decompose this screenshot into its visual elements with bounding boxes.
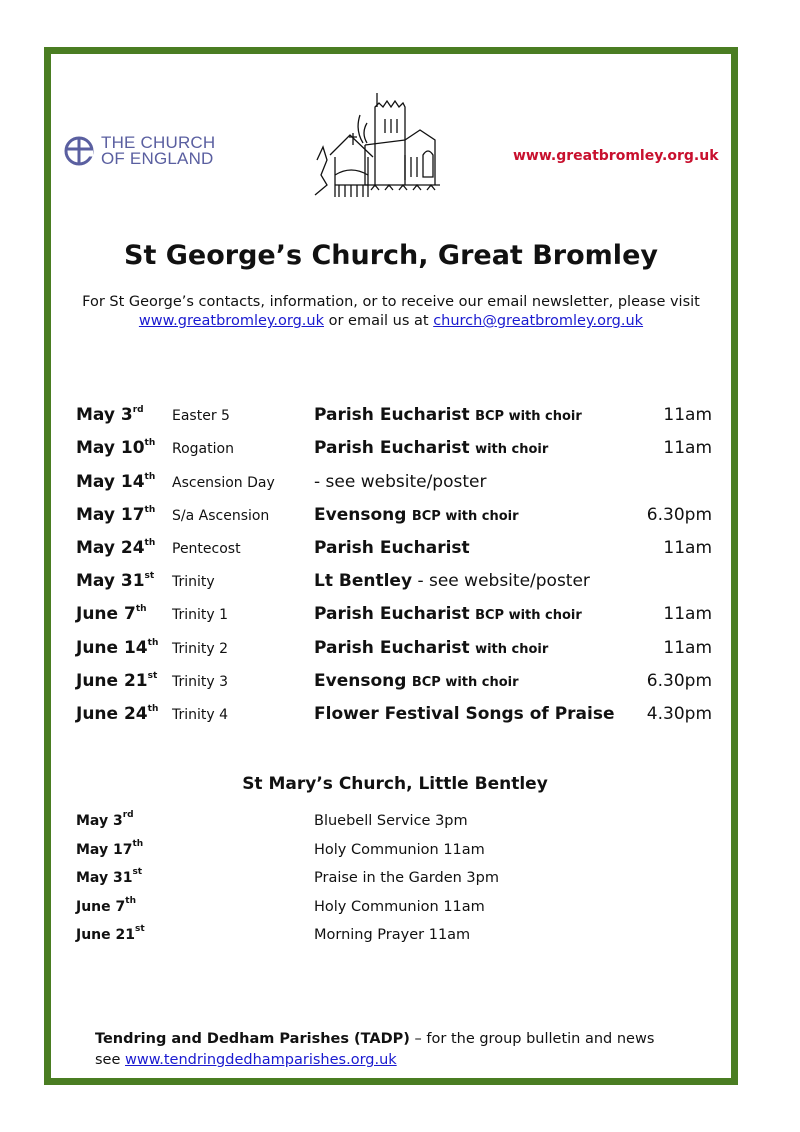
service-occasion: Pentecost bbox=[172, 541, 241, 557]
tadp-link[interactable]: www.tendringdedhamparishes.org.uk bbox=[125, 1052, 397, 1068]
lb-service-row bbox=[76, 896, 676, 915]
service-date: June 14th bbox=[76, 638, 159, 658]
service-time: 6.30pm bbox=[646, 671, 712, 691]
page-title: St George’s Church, Great Bromley bbox=[124, 240, 658, 271]
service-name: Flower Festival Songs of Praise bbox=[314, 704, 615, 724]
service-occasion: Trinity 1 bbox=[172, 607, 229, 623]
intro-text-middle: or email us at bbox=[324, 313, 434, 329]
service-name: Lt Bentley - see website/poster bbox=[314, 571, 590, 591]
service-date: June 24th bbox=[76, 704, 159, 724]
service-name: Evensong BCP with choir bbox=[314, 505, 519, 525]
footer-bold: Tendring and Dedham Parishes (TADP) bbox=[95, 1031, 410, 1047]
service-occasion: Trinity 2 bbox=[172, 641, 229, 657]
service-row bbox=[76, 472, 712, 502]
service-time: 11am bbox=[663, 538, 712, 558]
logo-text-line2: OF ENGLAND bbox=[101, 149, 214, 168]
lb-service-date: June 21st bbox=[76, 924, 145, 943]
service-time: 11am bbox=[663, 438, 712, 458]
lb-service-name: Bluebell Service 3pm bbox=[314, 813, 468, 829]
lb-service-date: May 3rd bbox=[76, 810, 134, 829]
service-row bbox=[76, 638, 712, 668]
lb-service-row bbox=[76, 810, 676, 829]
website-link[interactable]: www.greatbromley.org.uk bbox=[138, 313, 324, 329]
logo-text-line1: THE CHURCH bbox=[101, 133, 216, 152]
service-name: Parish Eucharist with choir bbox=[314, 638, 549, 658]
service-occasion: Rogation bbox=[172, 441, 234, 457]
lb-service-name: Holy Communion 11am bbox=[314, 841, 485, 858]
service-time: 11am bbox=[663, 604, 712, 624]
church-drawing-image bbox=[305, 85, 450, 205]
service-date: June 7th bbox=[76, 604, 147, 624]
service-name: Parish Eucharist with choir bbox=[314, 438, 549, 458]
little-bentley-title: St Mary’s Church, Little Bentley bbox=[242, 774, 548, 794]
service-time: 11am bbox=[663, 638, 712, 658]
service-date: June 21st bbox=[76, 671, 158, 691]
service-occasion: Trinity bbox=[172, 574, 215, 590]
service-date: May 3rd bbox=[76, 405, 144, 425]
footer-see: see bbox=[95, 1052, 126, 1068]
service-row bbox=[76, 671, 712, 701]
service-row bbox=[76, 405, 712, 435]
email-link[interactable]: church@greatbromley.org.uk bbox=[433, 313, 644, 329]
service-name: Evensong BCP with choir bbox=[314, 671, 519, 691]
service-occasion: S/a Ascension bbox=[172, 508, 270, 524]
service-name: Parish Eucharist BCP with choir bbox=[314, 604, 582, 624]
footer-note bbox=[95, 1029, 715, 1071]
service-row bbox=[76, 704, 712, 734]
service-time: 11am bbox=[663, 405, 712, 425]
intro-paragraph bbox=[60, 293, 722, 331]
service-time: 4.30pm bbox=[646, 704, 712, 724]
website-link-header[interactable]: www.greatbromley.org.uk bbox=[513, 148, 719, 164]
lb-service-date: May 31st bbox=[76, 867, 143, 886]
lb-service-date: June 7th bbox=[76, 895, 136, 915]
footer-text: – for the group bulletin and news bbox=[409, 1031, 655, 1047]
service-occasion: Trinity 3 bbox=[172, 674, 229, 690]
service-row bbox=[76, 604, 712, 634]
service-date: May 24th bbox=[76, 538, 156, 558]
lb-service-row bbox=[76, 924, 676, 943]
service-time: 6.30pm bbox=[646, 505, 712, 525]
service-date: May 14th bbox=[76, 472, 156, 492]
lb-service-row bbox=[76, 867, 676, 886]
intro-text: For St George’s contacts, information, or to receive our email newsletter, please visit bbox=[82, 294, 700, 310]
service-date: May 17th bbox=[76, 505, 156, 525]
service-date: May 31st bbox=[76, 571, 155, 591]
service-row bbox=[76, 438, 712, 468]
service-date: May 10th bbox=[76, 438, 156, 458]
church-of-england-cross-icon bbox=[63, 135, 95, 167]
service-occasion: Ascension Day bbox=[172, 475, 275, 491]
service-name: Parish Eucharist bbox=[314, 538, 470, 558]
service-row bbox=[76, 538, 712, 568]
lb-service-name: Holy Communion 11am bbox=[314, 898, 485, 915]
service-occasion: Trinity 4 bbox=[172, 707, 229, 723]
service-occasion: Easter 5 bbox=[172, 408, 230, 424]
service-name: Parish Eucharist BCP with choir bbox=[314, 405, 582, 425]
lb-service-name: Morning Prayer 11am bbox=[314, 927, 471, 943]
service-row bbox=[76, 571, 712, 601]
church-of-england-logo bbox=[63, 135, 215, 167]
service-name: - see website/poster bbox=[314, 472, 487, 492]
lb-service-date: May 17th bbox=[76, 838, 144, 858]
lb-service-row bbox=[76, 839, 676, 858]
service-row bbox=[76, 505, 712, 535]
lb-service-name: Praise in the Garden 3pm bbox=[314, 870, 499, 886]
